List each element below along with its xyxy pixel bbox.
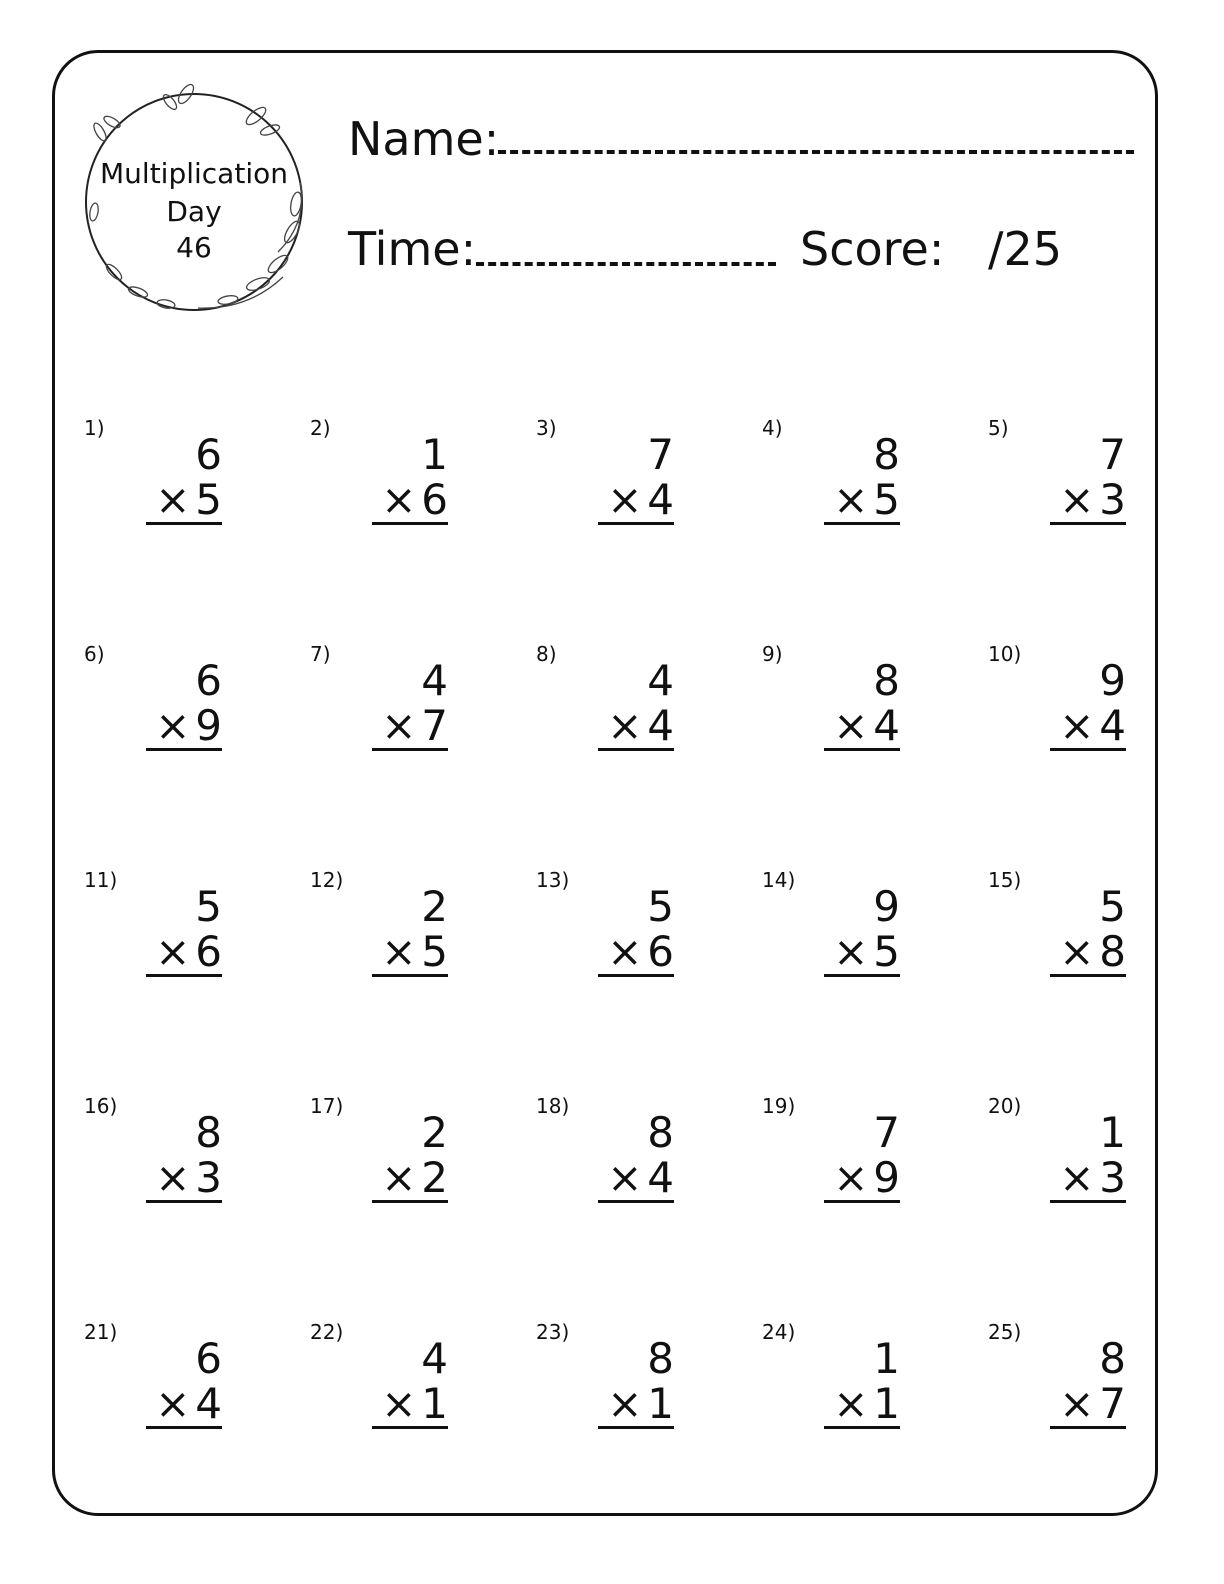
- problem-13: [536, 868, 762, 1018]
- name-label: Name:: [348, 112, 500, 166]
- multiply-sign-icon: ×: [381, 475, 417, 524]
- problem-factors: [146, 884, 222, 974]
- bottom-line: [1050, 703, 1126, 748]
- bottom-factor: 3: [1099, 1153, 1126, 1202]
- bottom-factor: 6: [195, 927, 222, 976]
- answer-line[interactable]: [1050, 748, 1126, 751]
- answer-line[interactable]: [824, 974, 900, 977]
- multiply-sign-icon: ×: [607, 1379, 643, 1428]
- problem-factors: [598, 884, 674, 974]
- answer-line[interactable]: [1050, 974, 1126, 977]
- top-factor: 2: [421, 1108, 448, 1157]
- problem-number: 5): [988, 416, 1009, 440]
- bottom-line: [372, 477, 448, 522]
- problem-6: [84, 642, 310, 792]
- answer-line[interactable]: [598, 522, 674, 525]
- top-factor: 8: [1099, 1334, 1126, 1383]
- multiply-sign-icon: ×: [155, 1153, 191, 1202]
- problem-5: [988, 416, 1214, 566]
- answer-line[interactable]: [598, 1426, 674, 1429]
- problem-23: [536, 1320, 762, 1470]
- bottom-factor: 5: [873, 475, 900, 524]
- bottom-line: [824, 1381, 900, 1426]
- top-factor: 4: [647, 656, 674, 705]
- bottom-factor: 5: [421, 927, 448, 976]
- top-factor: 7: [1099, 430, 1126, 479]
- problem-3: [536, 416, 762, 566]
- problem-2: [310, 416, 536, 566]
- top-factor: 6: [195, 1334, 222, 1383]
- problem-1: [84, 416, 310, 566]
- top-factor: 9: [873, 882, 900, 931]
- problem-number: 1): [84, 416, 105, 440]
- problem-factors: [824, 1110, 900, 1200]
- problem-factors: [1050, 884, 1126, 974]
- name-field[interactable]: [498, 150, 1134, 154]
- problem-number: 19): [762, 1094, 796, 1118]
- answer-line[interactable]: [146, 1200, 222, 1203]
- time-label: Time:: [348, 222, 477, 276]
- bottom-line: [146, 703, 222, 748]
- top-factor: 7: [647, 430, 674, 479]
- multiply-sign-icon: ×: [381, 927, 417, 976]
- top-factor: 5: [1099, 882, 1126, 931]
- top-factor: 4: [421, 1334, 448, 1383]
- top-factor: 1: [421, 430, 448, 479]
- multiply-sign-icon: ×: [1059, 1153, 1095, 1202]
- problem-22: [310, 1320, 536, 1470]
- bottom-factor: 1: [647, 1379, 674, 1428]
- multiply-sign-icon: ×: [833, 475, 869, 524]
- problem-7: [310, 642, 536, 792]
- multiply-sign-icon: ×: [833, 1153, 869, 1202]
- problem-4: [762, 416, 988, 566]
- top-factor: 5: [195, 882, 222, 931]
- top-factor: 1: [873, 1334, 900, 1383]
- answer-line[interactable]: [598, 748, 674, 751]
- bottom-factor: 9: [873, 1153, 900, 1202]
- problem-factors: [1050, 1110, 1126, 1200]
- multiply-sign-icon: ×: [1059, 475, 1095, 524]
- answer-line[interactable]: [824, 748, 900, 751]
- problem-number: 18): [536, 1094, 570, 1118]
- bottom-line: [598, 703, 674, 748]
- bottom-line: [146, 477, 222, 522]
- bottom-factor: 4: [873, 701, 900, 750]
- problem-number: 7): [310, 642, 331, 666]
- multiply-sign-icon: ×: [155, 475, 191, 524]
- bottom-factor: 4: [195, 1379, 222, 1428]
- problem-factors: [598, 432, 674, 522]
- bottom-factor: 5: [873, 927, 900, 976]
- problem-number: 17): [310, 1094, 344, 1118]
- bottom-line: [824, 1155, 900, 1200]
- badge-title: Multiplication: [100, 157, 288, 190]
- top-factor: 4: [421, 656, 448, 705]
- score-total: /25: [988, 222, 1063, 276]
- problem-10: [988, 642, 1214, 792]
- problem-factors: [372, 432, 448, 522]
- problem-17: [310, 1094, 536, 1244]
- answer-line[interactable]: [824, 1426, 900, 1429]
- top-factor: 2: [421, 882, 448, 931]
- multiply-sign-icon: ×: [833, 1379, 869, 1428]
- multiply-sign-icon: ×: [155, 1379, 191, 1428]
- problem-factors: [824, 1336, 900, 1426]
- answer-line[interactable]: [598, 974, 674, 977]
- top-factor: 8: [195, 1108, 222, 1157]
- problem-factors: [372, 658, 448, 748]
- answer-line[interactable]: [824, 522, 900, 525]
- bottom-line: [1050, 1155, 1126, 1200]
- problem-factors: [1050, 432, 1126, 522]
- time-field[interactable]: [476, 262, 776, 266]
- bottom-line: [146, 1381, 222, 1426]
- bottom-factor: 4: [1099, 701, 1126, 750]
- badge-day-label: Day: [166, 195, 222, 228]
- bottom-line: [146, 1155, 222, 1200]
- problem-number: 25): [988, 1320, 1022, 1344]
- problem-19: [762, 1094, 988, 1244]
- bottom-factor: 4: [647, 701, 674, 750]
- problem-factors: [1050, 658, 1126, 748]
- bottom-factor: 1: [873, 1379, 900, 1428]
- bottom-factor: 4: [647, 475, 674, 524]
- top-factor: 8: [647, 1108, 674, 1157]
- bottom-factor: 8: [1099, 927, 1126, 976]
- problem-factors: [598, 1110, 674, 1200]
- bottom-factor: 2: [421, 1153, 448, 1202]
- problem-factors: [146, 658, 222, 748]
- top-factor: 6: [195, 656, 222, 705]
- problem-number: 21): [84, 1320, 118, 1344]
- bottom-line: [372, 703, 448, 748]
- bottom-line: [824, 477, 900, 522]
- bottom-line: [598, 929, 674, 974]
- problem-factors: [372, 884, 448, 974]
- top-factor: 6: [195, 430, 222, 479]
- problem-number: 13): [536, 868, 570, 892]
- problem-8: [536, 642, 762, 792]
- problem-factors: [598, 658, 674, 748]
- problem-number: 22): [310, 1320, 344, 1344]
- problem-24: [762, 1320, 988, 1470]
- bottom-factor: 3: [195, 1153, 222, 1202]
- bottom-line: [824, 929, 900, 974]
- problem-14: [762, 868, 988, 1018]
- score-label: Score:: [800, 222, 945, 276]
- multiply-sign-icon: ×: [607, 701, 643, 750]
- multiply-sign-icon: ×: [833, 701, 869, 750]
- problem-18: [536, 1094, 762, 1244]
- top-factor: 9: [1099, 656, 1126, 705]
- problem-20: [988, 1094, 1214, 1244]
- answer-line[interactable]: [598, 1200, 674, 1203]
- problem-15: [988, 868, 1214, 1018]
- answer-line[interactable]: [1050, 1200, 1126, 1203]
- multiply-sign-icon: ×: [155, 701, 191, 750]
- multiply-sign-icon: ×: [155, 927, 191, 976]
- answer-line[interactable]: [146, 522, 222, 525]
- top-factor: 8: [647, 1334, 674, 1383]
- multiply-sign-icon: ×: [381, 1379, 417, 1428]
- multiply-sign-icon: ×: [607, 1153, 643, 1202]
- problem-25: [988, 1320, 1214, 1470]
- multiply-sign-icon: ×: [381, 701, 417, 750]
- multiply-sign-icon: ×: [607, 475, 643, 524]
- answer-line[interactable]: [146, 1426, 222, 1429]
- problem-factors: [146, 1110, 222, 1200]
- multiply-sign-icon: ×: [381, 1153, 417, 1202]
- bottom-line: [598, 1381, 674, 1426]
- answer-line[interactable]: [146, 748, 222, 751]
- answer-line[interactable]: [1050, 522, 1126, 525]
- problem-number: 14): [762, 868, 796, 892]
- problem-number: 16): [84, 1094, 118, 1118]
- problem-factors: [824, 658, 900, 748]
- problem-number: 10): [988, 642, 1022, 666]
- problem-factors: [1050, 1336, 1126, 1426]
- bottom-line: [598, 1155, 674, 1200]
- problem-number: 24): [762, 1320, 796, 1344]
- problem-12: [310, 868, 536, 1018]
- top-factor: 7: [873, 1108, 900, 1157]
- bottom-line: [1050, 477, 1126, 522]
- title-badge: [78, 72, 318, 317]
- problem-number: 2): [310, 416, 331, 440]
- answer-line[interactable]: [372, 1200, 448, 1203]
- answer-line[interactable]: [372, 522, 448, 525]
- bottom-factor: 9: [195, 701, 222, 750]
- top-factor: 8: [873, 430, 900, 479]
- problem-factors: [146, 432, 222, 522]
- problem-number: 11): [84, 868, 118, 892]
- multiply-sign-icon: ×: [833, 927, 869, 976]
- bottom-line: [372, 929, 448, 974]
- answer-line[interactable]: [372, 974, 448, 977]
- bottom-line: [1050, 929, 1126, 974]
- problem-number: 9): [762, 642, 783, 666]
- bottom-factor: 5: [195, 475, 222, 524]
- problem-number: 12): [310, 868, 344, 892]
- multiply-sign-icon: ×: [1059, 927, 1095, 976]
- top-factor: 5: [647, 882, 674, 931]
- multiply-sign-icon: ×: [1059, 701, 1095, 750]
- bottom-factor: 7: [421, 701, 448, 750]
- bottom-factor: 1: [421, 1379, 448, 1428]
- answer-line[interactable]: [146, 974, 222, 977]
- bottom-line: [372, 1381, 448, 1426]
- problem-11: [84, 868, 310, 1018]
- bottom-factor: 7: [1099, 1379, 1126, 1428]
- bottom-factor: 3: [1099, 475, 1126, 524]
- multiply-sign-icon: ×: [607, 927, 643, 976]
- answer-line[interactable]: [372, 1426, 448, 1429]
- problem-number: 6): [84, 642, 105, 666]
- problem-number: 15): [988, 868, 1022, 892]
- problem-number: 8): [536, 642, 557, 666]
- problem-9: [762, 642, 988, 792]
- bottom-line: [824, 703, 900, 748]
- bottom-line: [372, 1155, 448, 1200]
- problem-factors: [824, 432, 900, 522]
- badge-day-number: 46: [176, 231, 212, 264]
- problem-factors: [146, 1336, 222, 1426]
- top-factor: 1: [1099, 1108, 1126, 1157]
- bottom-line: [1050, 1381, 1126, 1426]
- answer-line[interactable]: [1050, 1426, 1126, 1429]
- problem-factors: [598, 1336, 674, 1426]
- problem-16: [84, 1094, 310, 1244]
- bottom-line: [146, 929, 222, 974]
- problem-number: 3): [536, 416, 557, 440]
- problem-factors: [372, 1110, 448, 1200]
- answer-line[interactable]: [824, 1200, 900, 1203]
- bottom-line: [598, 477, 674, 522]
- problem-number: 23): [536, 1320, 570, 1344]
- problem-21: [84, 1320, 310, 1470]
- problem-number: 20): [988, 1094, 1022, 1118]
- top-factor: 8: [873, 656, 900, 705]
- multiply-sign-icon: ×: [1059, 1379, 1095, 1428]
- answer-line[interactable]: [372, 748, 448, 751]
- problem-factors: [824, 884, 900, 974]
- bottom-factor: 6: [647, 927, 674, 976]
- problem-factors: [372, 1336, 448, 1426]
- problem-number: 4): [762, 416, 783, 440]
- bottom-factor: 6: [421, 475, 448, 524]
- bottom-factor: 4: [647, 1153, 674, 1202]
